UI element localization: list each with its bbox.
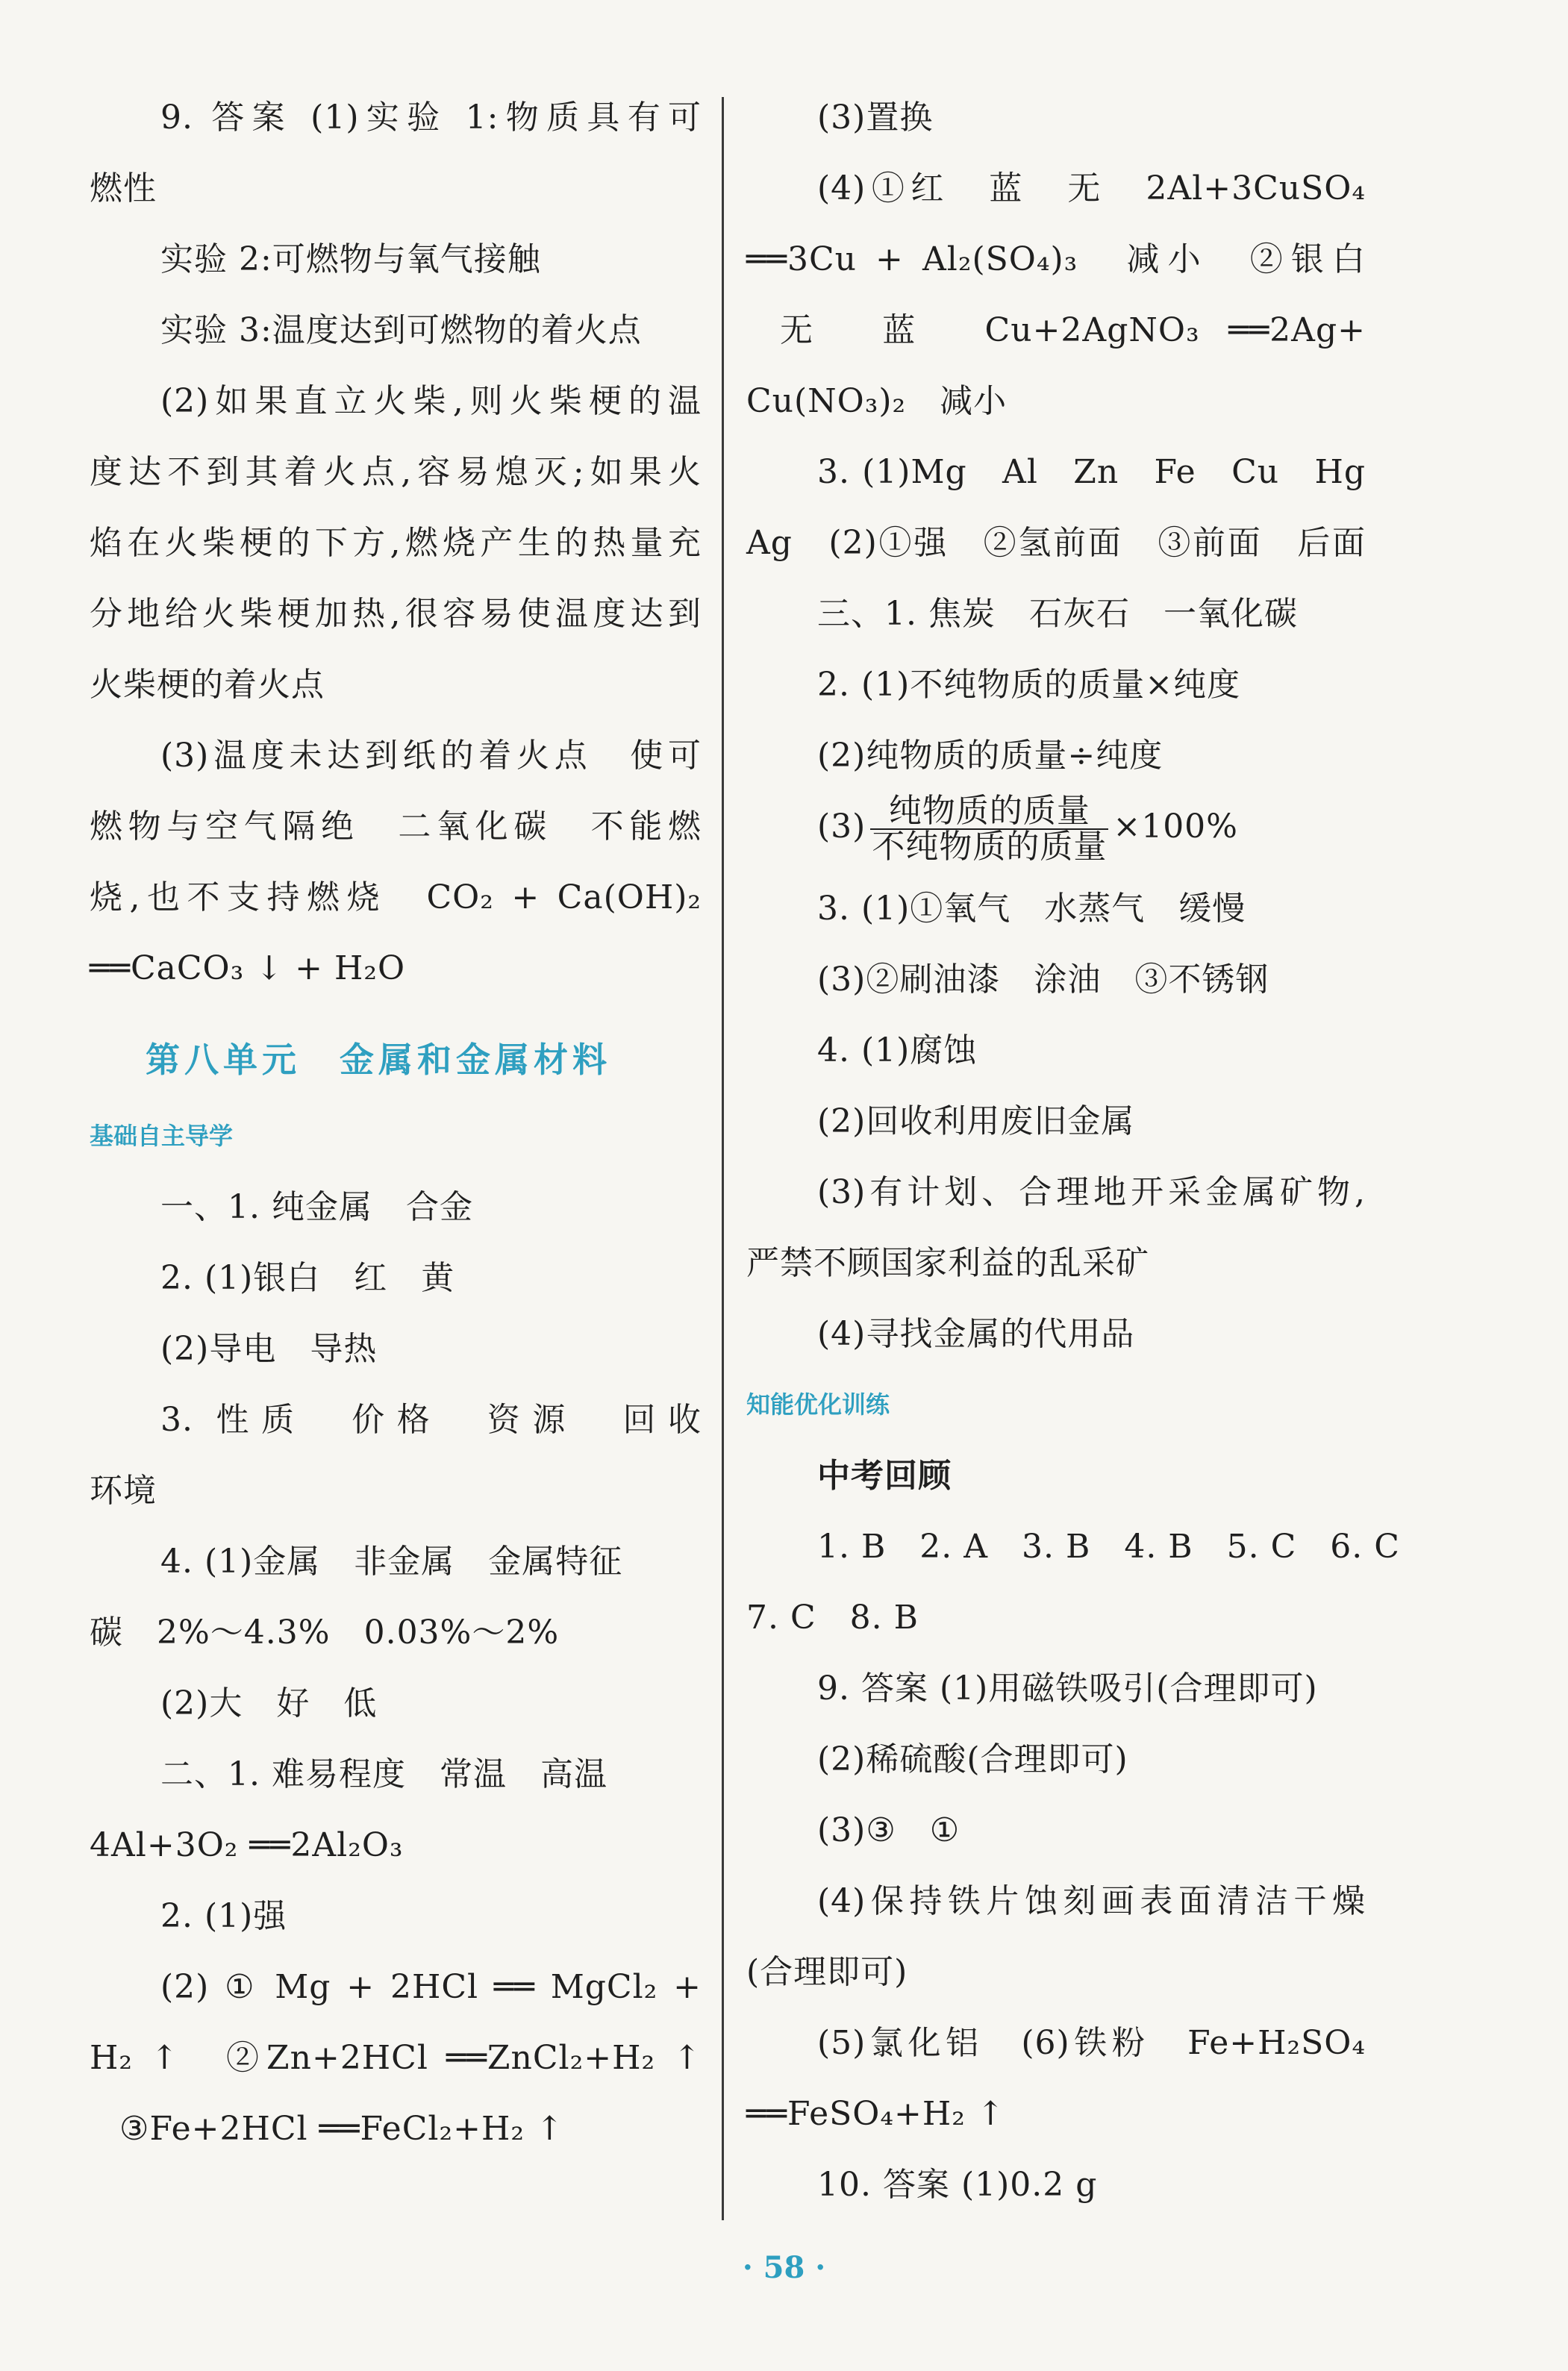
text-line: 燃性	[90, 169, 157, 207]
text-line: ③Fe+2HCl ══FeCl₂+H₂ ↑	[119, 2110, 564, 2148]
text-line: (2)回收利用废旧金属	[817, 1102, 1135, 1140]
text-line: ══CaCO₃ ↓ + H₂O	[90, 949, 406, 987]
fraction-denominator: 不纯物质的质量	[872, 827, 1108, 866]
text-line: 2. (1)强	[160, 1897, 287, 1935]
text-line: 7. C 8. B	[746, 1599, 919, 1637]
text-line: (5)氯化铝 (6)铁粉 Fe+H₂SO₄	[817, 2024, 1366, 2062]
text-line: 实验 2:可燃物与氧气接触	[160, 240, 541, 278]
text-line: 9. 答案 (1)实验 1:物质具有可	[160, 99, 702, 137]
text-line: 4Al+3O₂ ══2Al₂O₃	[90, 1826, 404, 1864]
item-label: (3)	[817, 807, 866, 846]
text-line: ══FeSO₄+H₂ ↑	[746, 2095, 1005, 2133]
fraction-multiplier: ×100%	[1113, 807, 1238, 846]
text-line: (4)保持铁片蚀刻画表面清洁干燥	[817, 1882, 1366, 1920]
text-line: (3)③ ①	[817, 1811, 961, 1849]
left-column	[90, 82, 702, 2164]
text-line: (4)寻找金属的代用品	[817, 1315, 1135, 1353]
section-heading: 知能优化训练	[746, 1390, 890, 1419]
text-line: 烧,也不支持燃烧 CO₂ + Ca(OH)₂	[90, 878, 702, 916]
text-line: 度达不到其着火点,容易熄灭;如果火	[90, 453, 702, 491]
right-column	[746, 82, 1400, 2220]
text-line: 3. (1)①氧气 水蒸气 缓慢	[817, 890, 1246, 928]
text-line: (4)①红 蓝 无 2Al+3CuSO₄	[817, 169, 1366, 207]
text-line: 3. (1)Mg Al Zn Fe Cu Hg	[817, 453, 1366, 491]
text-line: 2. (1)银白 红 黄	[160, 1259, 455, 1297]
text-line: (合理即可)	[746, 1953, 908, 1991]
text-line: (3)温度未达到纸的着火点 使可	[160, 737, 702, 775]
text-line: 三、1. 焦炭 石灰石 一氧化碳	[817, 595, 1298, 633]
fraction-numerator: 纯物质的质量	[870, 794, 1108, 830]
text-line: 一、1. 纯金属 合金	[160, 1188, 473, 1226]
fraction	[870, 791, 1108, 866]
text-line: 分地给火柴梗加热,很容易使温度达到	[90, 595, 702, 633]
text-line: (2)大 好 低	[160, 1684, 378, 1722]
text-line: ══3Cu + Al₂(SO₄)₃ 减小 ②银白	[746, 240, 1366, 278]
text-line: Ag (2)①强 ②氢前面 ③前面 后面	[746, 524, 1366, 562]
text-line: (2)如果直立火柴,则火柴梗的温	[160, 382, 702, 420]
text-line: 无 蓝 Cu+2AgNO₃ ══2Ag+	[780, 311, 1366, 349]
text-line: 4. (1)金属 非金属 金属特征	[160, 1543, 623, 1581]
text-line: (2)纯物质的质量÷纯度	[817, 737, 1163, 775]
text-line: 9. 答案 (1)用磁铁吸引(合理即可)	[817, 1669, 1318, 1708]
text-line: 2. (1)不纯物质的质量×纯度	[817, 666, 1241, 704]
text-line: 10. 答案 (1)0.2 g	[817, 2166, 1098, 2204]
fraction-line	[746, 791, 1366, 873]
text-line: 实验 3:温度达到可燃物的着火点	[160, 311, 642, 349]
text-line: 环境	[90, 1472, 157, 1510]
text-line: 焰在火柴梗的下方,燃烧产生的热量充	[90, 524, 702, 562]
text-line: 1. B 2. A 3. B 4. B 5. C 6. C	[817, 1528, 1400, 1566]
text-line: 碳 2%～4.3% 0.03%～2%	[90, 1614, 560, 1652]
text-line: 二、1. 难易程度 常温 高温	[160, 1755, 607, 1793]
unit-title: 第八单元 金属和金属材料	[146, 1040, 611, 1080]
text-line: (2) ① Mg + 2HCl ══ MgCl₂ +	[160, 1968, 702, 2006]
text-line: Cu(NO₃)₂ 减小	[746, 382, 1008, 420]
column-divider	[722, 97, 724, 2220]
section-heading: 基础自主导学	[90, 1122, 234, 1150]
text-line: (3)②刷油漆 涂油 ③不锈钢	[817, 960, 1269, 999]
text-line: 4. (1)腐蚀	[817, 1031, 978, 1069]
text-line: 火柴梗的着火点	[90, 666, 325, 704]
text-line: 3. 性质 价格 资源 回收	[160, 1401, 702, 1439]
page-number: · 58 ·	[742, 2250, 826, 2285]
text-line: (2)稀硫酸(合理即可)	[817, 1740, 1128, 1778]
text-line: H₂ ↑ ②Zn+2HCl ══ZnCl₂+H₂ ↑	[90, 2039, 702, 2077]
text-line: 严禁不顾国家利益的乱采矿	[746, 1244, 1149, 1282]
subsection-heading: 中考回顾	[817, 1457, 952, 1495]
text-line: (2)导电 导热	[160, 1330, 378, 1368]
text-line: (3)有计划、合理地开采金属矿物,	[817, 1173, 1366, 1211]
text-line: (3)置换	[817, 99, 934, 137]
text-line: 燃物与空气隔绝 二氧化碳 不能燃	[90, 807, 702, 846]
